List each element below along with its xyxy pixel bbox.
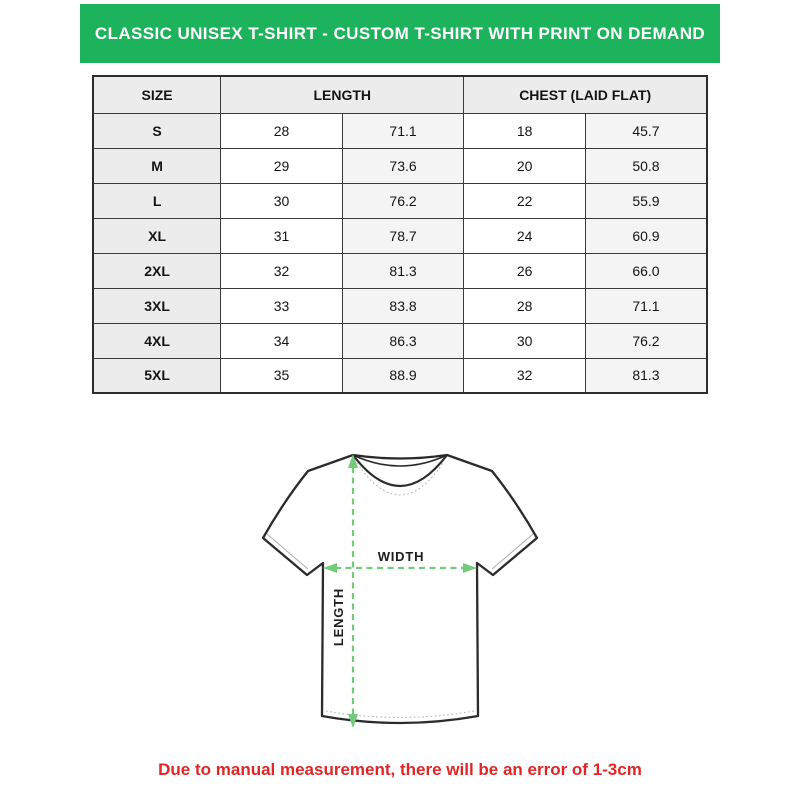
header-length: LENGTH: [221, 76, 464, 113]
header-row: [93, 76, 707, 113]
cell-chest-in: 28: [464, 288, 586, 323]
cell-size: S: [93, 113, 221, 148]
cell-length-in: 32: [221, 253, 343, 288]
cell-chest-in: 26: [464, 253, 586, 288]
table-row: [93, 183, 707, 218]
tshirt-diagram: [250, 443, 550, 743]
cell-length-in: 34: [221, 323, 343, 358]
cell-length-in: 29: [221, 148, 343, 183]
table-row: [93, 358, 707, 393]
cell-size: M: [93, 148, 221, 183]
page-title: CLASSIC UNISEX T-SHIRT - CUSTOM T-SHIRT WITH PRINT ON DEMAND: [94, 23, 706, 43]
size-table: [92, 75, 708, 394]
cell-length-cm: 88.9: [342, 358, 464, 393]
cell-chest-in: 24: [464, 218, 586, 253]
table-row: [93, 323, 707, 358]
cell-size: 2XL: [93, 253, 221, 288]
header-size: SIZE: [93, 76, 221, 113]
cell-length-cm: 76.2: [342, 183, 464, 218]
cell-chest-cm: 66.0: [585, 253, 707, 288]
cell-length-cm: 78.7: [342, 218, 464, 253]
size-table-header: [93, 76, 707, 113]
cell-chest-cm: 55.9: [585, 183, 707, 218]
table-row: [93, 218, 707, 253]
cell-chest-cm: 50.8: [585, 148, 707, 183]
cell-length-cm: 83.8: [342, 288, 464, 323]
cell-length-in: 31: [221, 218, 343, 253]
cell-chest-in: 18: [464, 113, 586, 148]
cell-chest-cm: 76.2: [585, 323, 707, 358]
title-banner: [80, 4, 720, 63]
cell-chest-in: 32: [464, 358, 586, 393]
cell-length-cm: 81.3: [342, 253, 464, 288]
cell-length-in: 28: [221, 113, 343, 148]
cell-size: XL: [93, 218, 221, 253]
cell-size: 5XL: [93, 358, 221, 393]
cell-size: L: [93, 183, 221, 218]
cell-length-in: 35: [221, 358, 343, 393]
cell-length-cm: 86.3: [342, 323, 464, 358]
table-row: [93, 113, 707, 148]
cell-chest-in: 20: [464, 148, 586, 183]
width-label: WIDTH: [377, 549, 425, 564]
table-row: [93, 253, 707, 288]
tshirt-graphic: [250, 443, 550, 743]
header-chest: CHEST (LAID FLAT): [464, 76, 707, 113]
cell-length-cm: 73.6: [342, 148, 464, 183]
cell-chest-in: 22: [464, 183, 586, 218]
cell-chest-cm: 71.1: [585, 288, 707, 323]
table-row: [93, 288, 707, 323]
cell-size: 3XL: [93, 288, 221, 323]
cell-length-in: 30: [221, 183, 343, 218]
measurement-note: Due to manual measurement, there will be an error of 1-3cm: [158, 760, 642, 779]
size-table-body: [93, 113, 707, 393]
cell-chest-in: 30: [464, 323, 586, 358]
length-label: LENGTH: [331, 587, 346, 647]
cell-chest-cm: 81.3: [585, 358, 707, 393]
cell-length-cm: 71.1: [342, 113, 464, 148]
cell-chest-cm: 45.7: [585, 113, 707, 148]
table-row: [93, 148, 707, 183]
cell-length-in: 33: [221, 288, 343, 323]
cell-chest-cm: 60.9: [585, 218, 707, 253]
cell-size: 4XL: [93, 323, 221, 358]
